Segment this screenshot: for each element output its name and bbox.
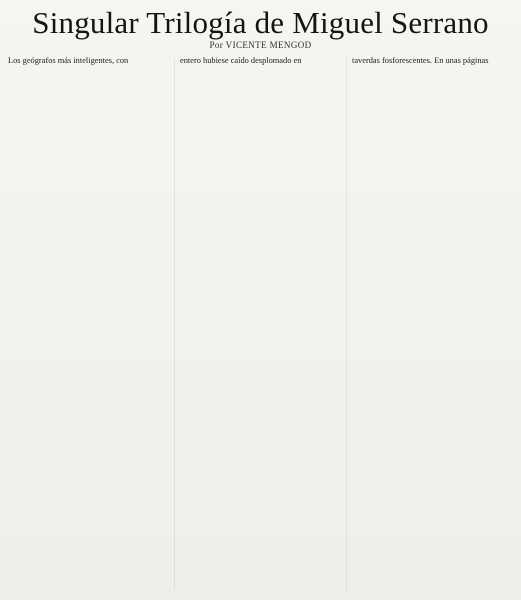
column-divider — [346, 58, 347, 590]
article-title: Singular Trilogía de Miguel Serrano — [32, 5, 489, 40]
column-divider — [174, 58, 175, 590]
article-column-text: Los geógrafos más inteligentes, con — [8, 56, 129, 65]
article-byline: Por VICENTE MENGOD — [209, 40, 312, 50]
article-column-text: taverdas fosforescentes. En unas páginas — [352, 56, 489, 65]
article-column-2 — [180, 56, 340, 594]
article-column-text: entero hubiese caído desplomado en — [180, 56, 302, 65]
article-column-1 — [8, 56, 168, 594]
article-column-3 — [352, 56, 512, 594]
